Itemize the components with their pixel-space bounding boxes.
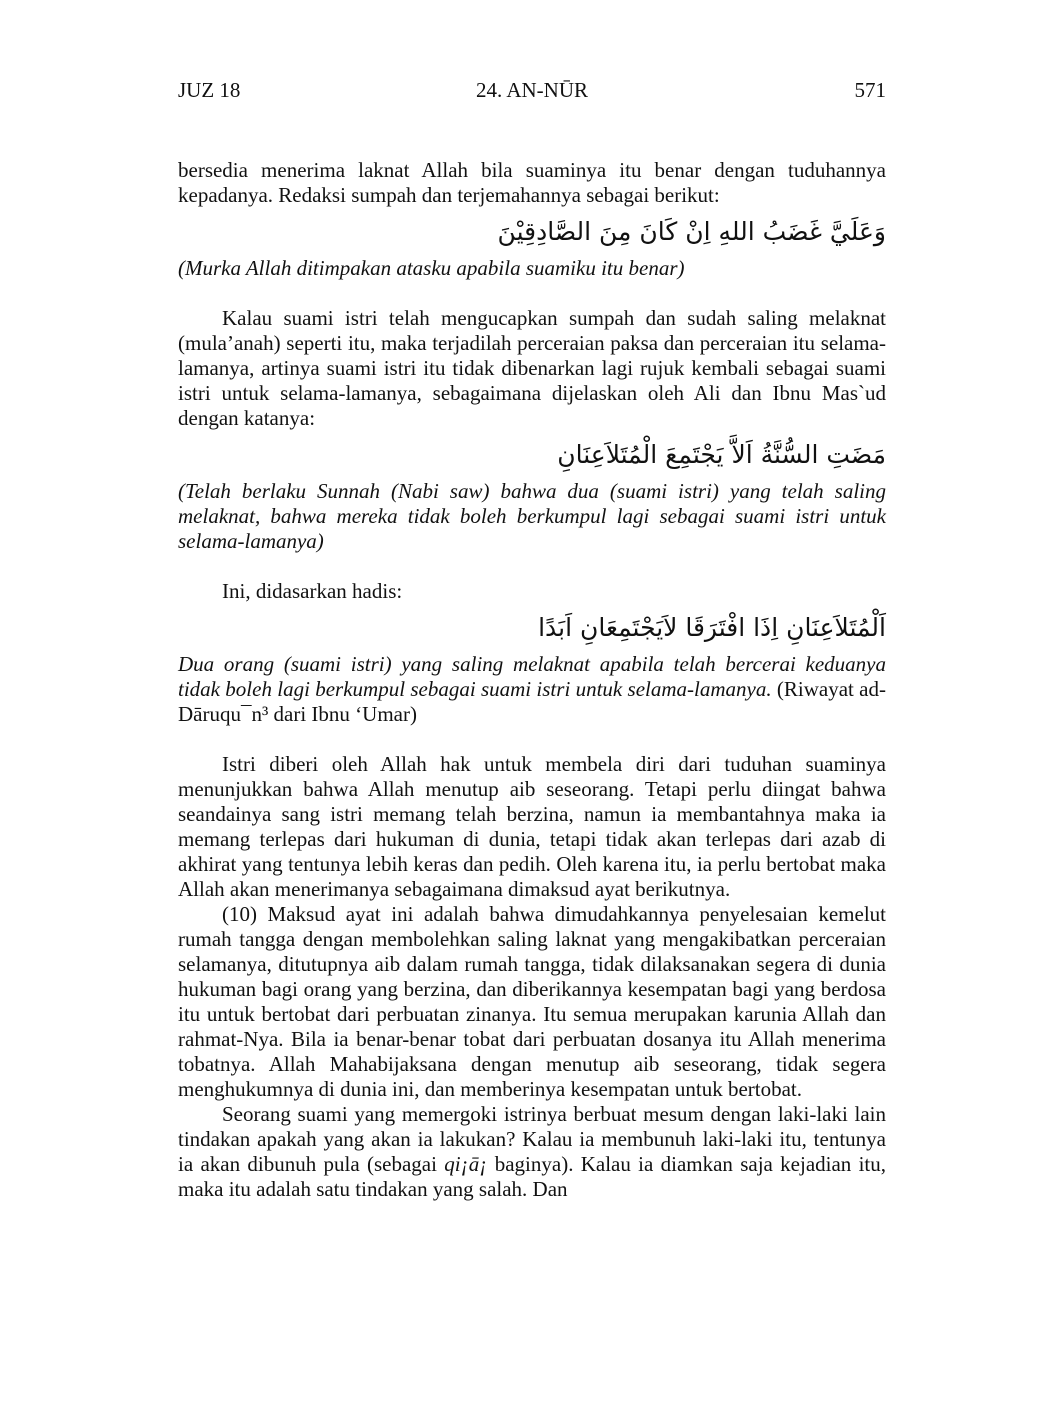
juz-label: JUZ 18 bbox=[178, 78, 241, 102]
spacer bbox=[178, 727, 886, 752]
page-number: 571 bbox=[854, 78, 886, 102]
arabic-hadith-text: اَلْمُتَلاَعِنَانِ اِذَا افْتَرَقَا لاَيَجْتَمِعَانِ اَبَدًا bbox=[538, 613, 886, 642]
sunnah-translation: (Telah berlaku Sunnah (Nabi saw) bahwa dua (suami istri) yang telah saling melaknat, bahwa mereka tidak boleh berkumpul lagi sebagai suami istri untuk selama-lamanya) bbox=[178, 479, 886, 553]
hadith-intro: Ini, didasarkan hadis: bbox=[222, 579, 403, 603]
surah-title: 24. AN-NŪR bbox=[475, 78, 588, 102]
paragraph-mulaanah: Kalau suami istri telah mengucapkan sumpah dan sudah saling melaknat (mula’anah) seperti itu, maka terjadilah perceraian paksa dan perceraian itu selama-lamanya, artinya suami istri itu tidak dibenarkan lagi rujuk kembali sebagai suami istri untuk selama-lamanya, sebagaimana dijelaskan oleh Ali dan Ibnu Mas`ud dengan katanya: bbox=[178, 306, 886, 430]
paragraph-husband-case bbox=[178, 1102, 886, 1202]
page-body bbox=[178, 158, 886, 1202]
arabic-sunnah-text: مَضَتِ السُّنَّةُ اَلاَّ يَجْتَمِعَ الْمُتَلاَعِنَانِ bbox=[557, 440, 886, 469]
spacer bbox=[178, 554, 886, 579]
oath-translation: (Murka Allah ditimpakan atasku apabila suamiku itu benar) bbox=[178, 256, 685, 280]
paragraph-verse-10: (10) Maksud ayat ini adalah bahwa dimudahkannya penyelesaian kemelut rumah tangga dengan membolehkan saling laknat yang mengakibatkan perceraian selamanya, ditutupnya aib dalam rumah tangga, tidak dilaksanakan segera di dunia hukuman bagi orang yang berzina, dan diberikannya kesempatan bagi yang berdosa itu untuk bertobat dari perbuatan zinanya. Itu semua merupakan karunia Allah dan rahmat-Nya. Bila ia benar-benar tobat dari perbuatan dosanya itu Allah menerima tobatnya. Allah Mahabijaksana dengan menutup aib seseorang, tidak segera menghukumnya di dunia ini, dan memberinya kesempatan untuk bertobat. bbox=[178, 902, 886, 1101]
qisas-term: qi¡ā¡ bbox=[444, 1152, 488, 1176]
paragraph-continuation: bersedia menerima laknat Allah bila suaminya itu benar dengan tuduhannya kepadanya. Redaksi sumpah dan terjemahannya sebagai berikut: bbox=[178, 158, 886, 207]
spacer bbox=[178, 281, 886, 306]
arabic-oath-text: وَعَلَيَّ غَضَبُ اللهِ اِنْ كَانَ مِنَ الصَّادِقِيْنَ bbox=[497, 217, 886, 246]
paragraph-husband-case-text-2: baginya). Kalau ia diamkan saja kejadian itu, maka itu adalah satu tindakan yang salah. Dan bbox=[178, 1152, 887, 1201]
hadith-translation bbox=[178, 652, 886, 727]
paragraph-self-defense: Istri diberi oleh Allah hak untuk membela diri dari tuduhan suaminya menunjukkan bahwa Allah menutup aib seseorang. Tetapi perlu diingat bahwa seandainya sang istri memang telah berzina, namun ia membantahnya maka ia memang terlepas dari hukuman di dunia, tetapi tidak akan terlepas dari azab di akhirat yang tentunya lebih keras dan pedih. Oleh karena itu, ia perlu bertobat maka Allah akan menerimanya sebagaimana dimaksud ayat berikutnya. bbox=[178, 752, 886, 901]
paragraph-husband-case-text-1: Seorang suami yang memergoki istrinya berbuat mesum dengan laki-laki lain tindakan apakah yang akan ia lakukan? Kalau ia membunuh laki-laki itu, tentunya ia akan dibunuh pula (sebagai bbox=[178, 1102, 886, 1176]
hadith-translation-text: Dua orang (suami istri) yang saling melaknat apabila telah bercerai keduanya tidak boleh lagi berkumpul sebagai suami istri untuk selama-lamanya. bbox=[178, 652, 886, 701]
hadith-source: (Riwayat ad-Dāruqu¯n³ dari Ibnu ‘Umar) bbox=[178, 677, 886, 726]
